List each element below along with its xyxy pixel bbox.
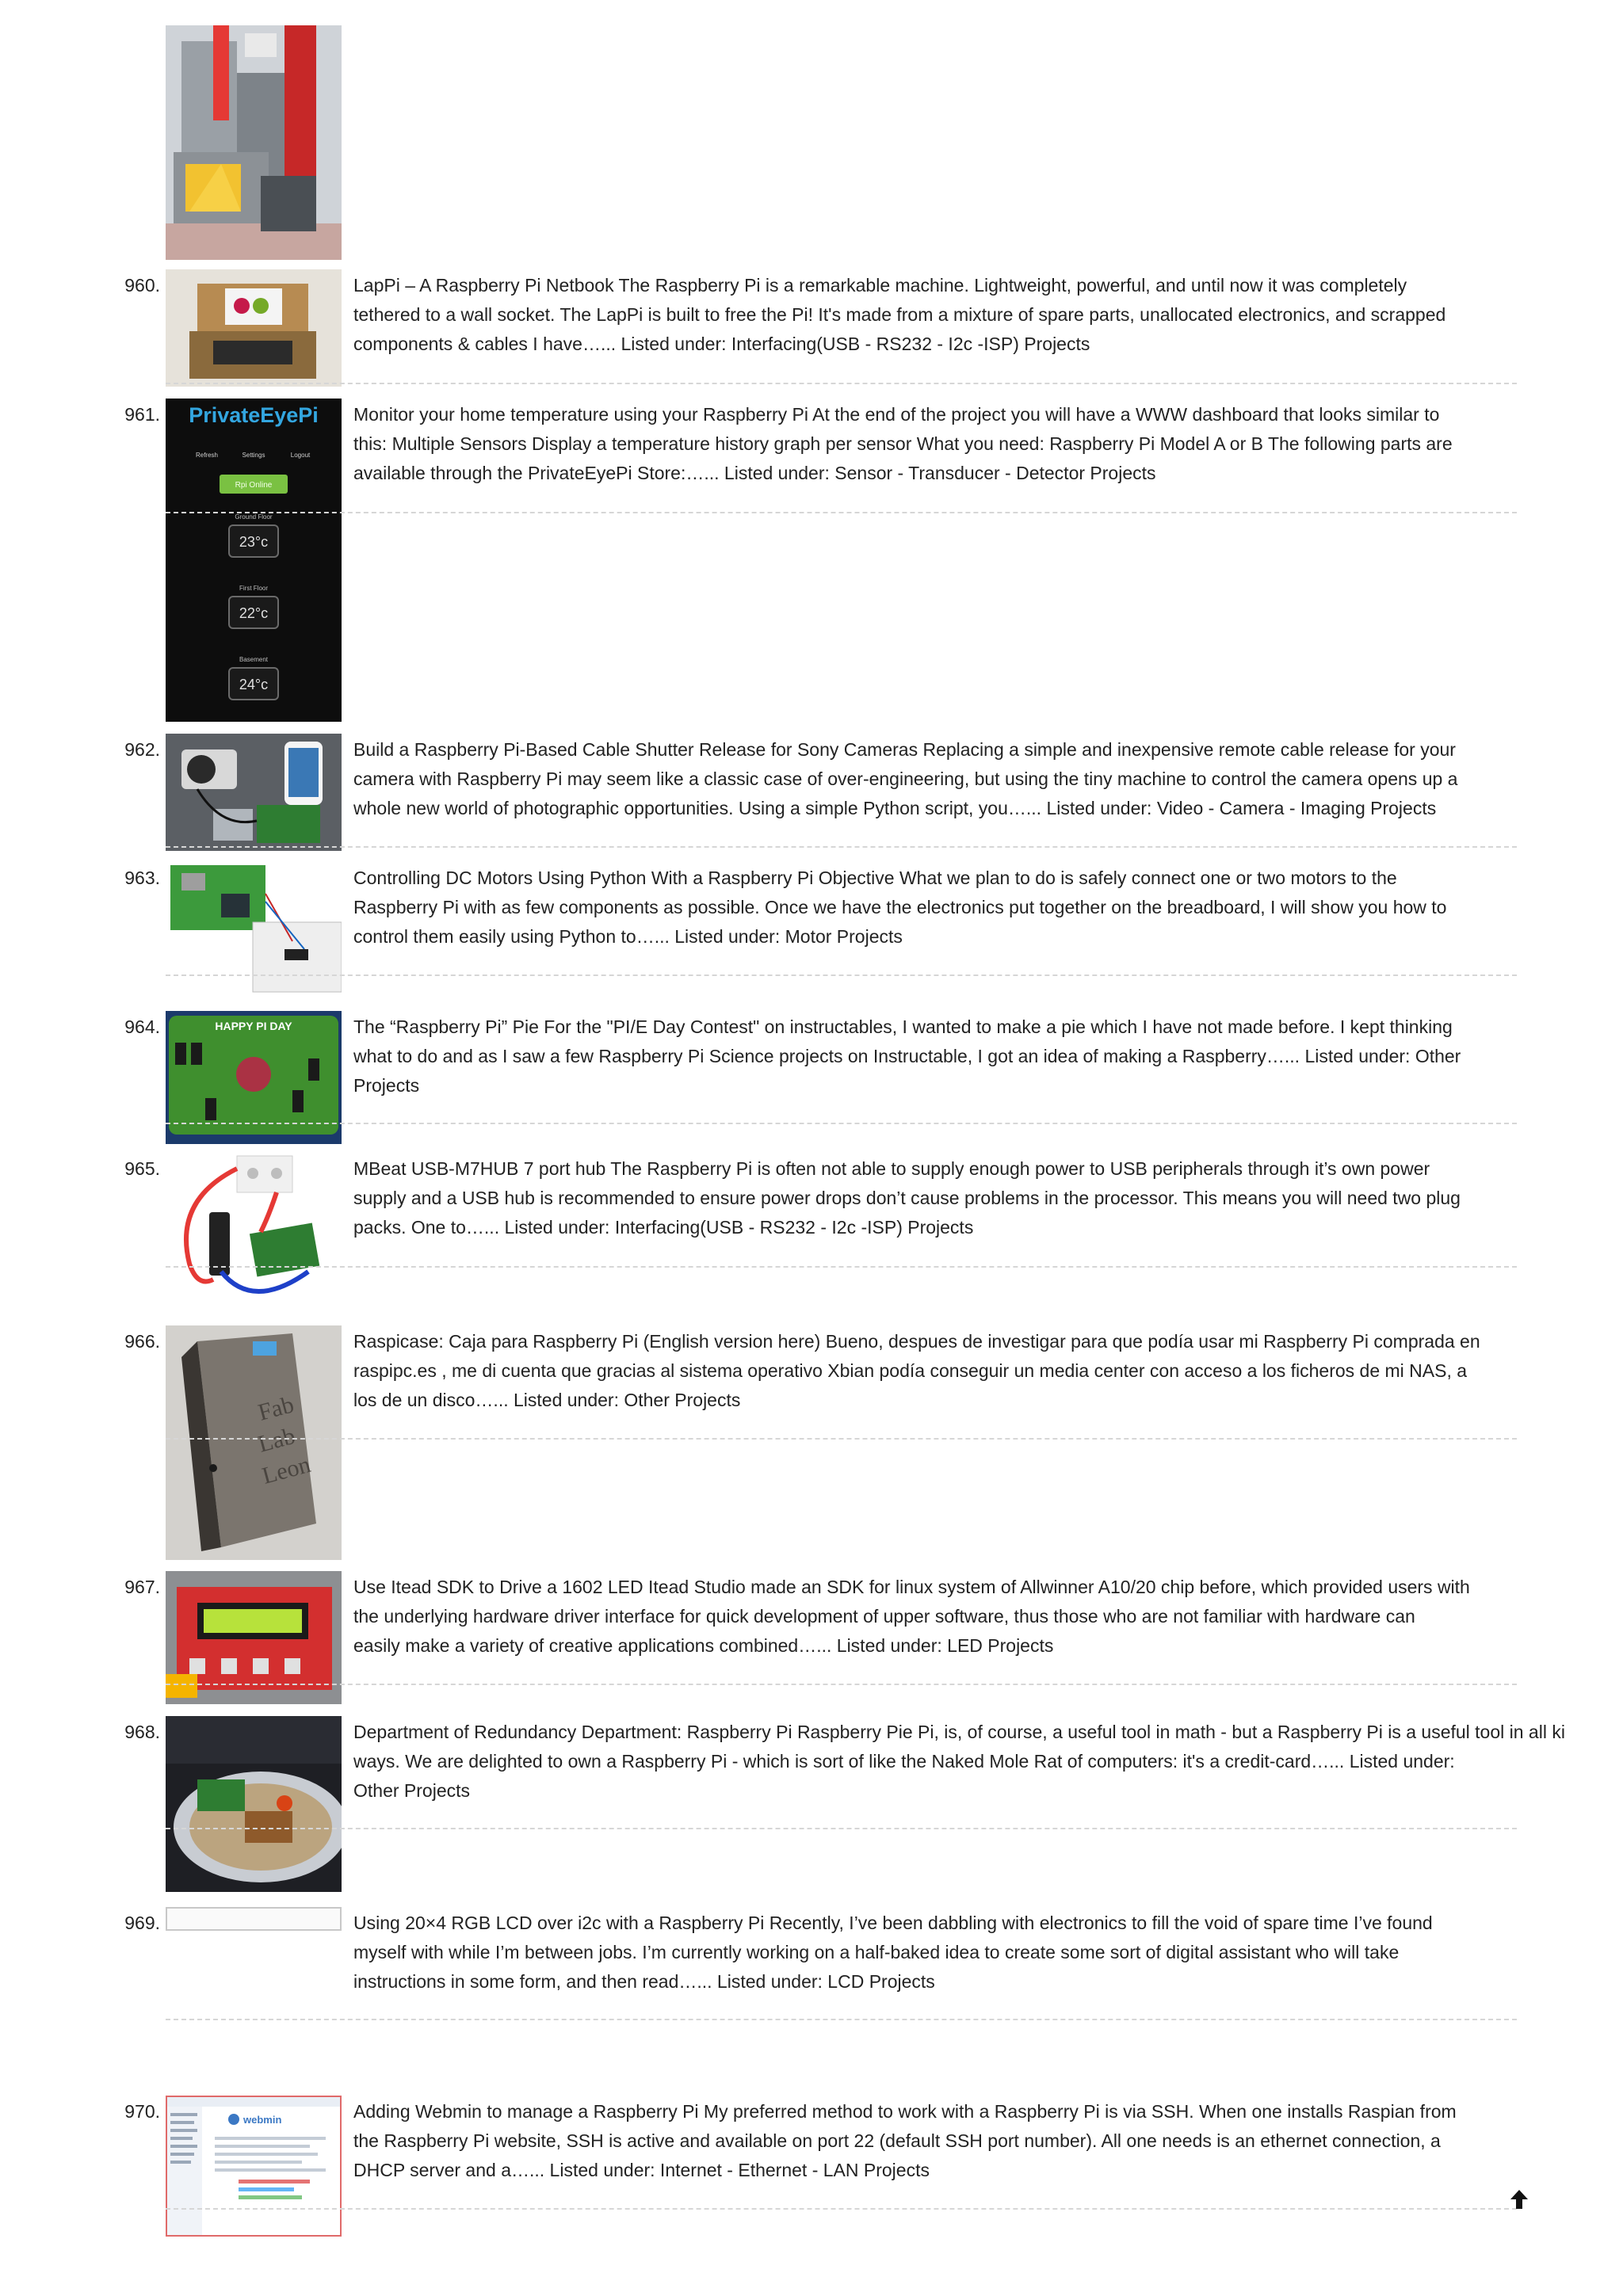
description-line: Raspberry Pi with as few components as possible. Once we have the electronics put together on the breadboard, I will show you how to	[353, 897, 1447, 917]
description-line: Department of Redundancy Department: Raspberry Pi Raspberry Pie Pi, is, of course, a useful tool in math - but a Raspberry Pi is a useful tool in all ki	[353, 1722, 1565, 1742]
description-line: this: Multiple Sensors Display a temperature history graph per sensor What you need: Raspberry Pi Model A or B The following parts are	[353, 433, 1453, 454]
broken-image-icon[interactable]	[166, 1907, 342, 1931]
entry-number: 969.	[124, 1913, 160, 1933]
entry-number: 963.	[124, 868, 160, 888]
description-line: Adding Webmin to manage a Raspberry Pi My preferred method to work with a Raspberry Pi is via SSH. When one installs Raspian from	[353, 2101, 1457, 2122]
description-line: MBeat USB-M7HUB 7 port hub The Raspberry Pi is often not able to supply enough power to USB peripherals through it’s own power	[353, 1158, 1430, 1179]
description-line: the underlying hardware driver interface for quick development of upper software, thus those who are not familiar with hardware can	[353, 1606, 1415, 1627]
svg-text:Lab: Lab	[255, 1422, 298, 1458]
description-line: ways. We are delighted to own a Raspberry Pi - which is sort of like the Naked Mole Rat of computers: it's a credit-card…... Listed under:	[353, 1751, 1455, 1772]
entry-number: 960.	[124, 275, 160, 296]
divider	[166, 1828, 1517, 1829]
description-line: Use Itead SDK to Drive a 1602 LED Itead Studio made an SDK for linux system of Allwinner A10/20 chip before, which provided users with	[353, 1577, 1470, 1597]
entry-description[interactable]	[353, 271, 1510, 359]
description-line: supply and a USB hub is recommended to ensure power drops don’t cause problems in the processor. This means you will need two plug	[353, 1188, 1461, 1208]
description-line: raspipc.es , me di cuenta que gracias al sistema operativo Xbian podía conseguir un media center con acceso a los ficheros de mi NAS, a	[353, 1360, 1468, 1381]
entry-description[interactable]	[353, 1327, 1510, 1415]
description-line: available through the PrivateEyePi Store:…... Listed under: Sensor - Transducer - Detector Projects	[353, 463, 1156, 483]
entry-number: 968.	[124, 1722, 160, 1742]
description-line: what to do and as I saw a few Raspberry Pi Science projects on Instructable, I got an idea of making a Raspberry…... Listed under: Other	[353, 1046, 1461, 1066]
divider	[166, 1123, 1517, 1124]
svg-text:Refresh: Refresh	[195, 452, 219, 459]
description-line: control them easily using Python to…... Listed under: Motor Projects	[353, 926, 903, 947]
description-line: Controlling DC Motors Using Python With a Raspberry Pi Objective What we plan to do is safely connect one or two motors to the	[353, 868, 1397, 888]
entry-description[interactable]	[353, 2097, 1510, 2185]
thumb-brand: webmin	[243, 2114, 282, 2126]
divider	[166, 974, 1517, 976]
entry-number: 966.	[124, 1331, 160, 1352]
svg-text:Rpi Online: Rpi Online	[235, 481, 273, 490]
svg-text:Fab: Fab	[255, 1391, 297, 1426]
entry-number: 970.	[124, 2101, 160, 2122]
svg-text:24°c: 24°c	[239, 677, 269, 692]
svg-text:First Floor: First Floor	[239, 585, 268, 592]
entry-description[interactable]	[353, 1013, 1510, 1100]
divider	[166, 1684, 1517, 1685]
entry-number: 962.	[124, 739, 160, 760]
description-line: instructions in some form, and then read…... Listed under: LCD Projects	[353, 1971, 935, 1992]
description-line: Build a Raspberry Pi-Based Cable Shutter Release for Sony Cameras Replacing a simple and inexpensive remote cable release for your	[353, 739, 1456, 760]
entry-description[interactable]	[353, 1909, 1510, 1997]
entry-description[interactable]	[353, 735, 1510, 823]
redundancy-pie-thumbnail[interactable]	[166, 1716, 342, 1892]
divider	[166, 2208, 1517, 2210]
entry-number: 965.	[124, 1158, 160, 1179]
entry-description[interactable]	[353, 1573, 1510, 1661]
description-line: myself with while I’m between jobs. I’m currently working on a half-baked idea to create some sort of digital assistant who will take	[353, 1942, 1400, 1962]
description-line: camera with Raspberry Pi may seem like a classic case of over-engineering, but using the tiny machine to control the camera opens up a	[353, 769, 1458, 789]
privateeyepi-thumbnail[interactable]	[166, 399, 342, 722]
description-line: DHCP server and a…... Listed under: Internet - Ethernet - LAN Projects	[353, 2160, 930, 2180]
divider	[166, 846, 1517, 848]
divider	[166, 512, 1517, 513]
lappi-thumbnail[interactable]	[166, 269, 342, 387]
divider	[166, 1438, 1517, 1440]
svg-text:23°c: 23°c	[239, 534, 269, 550]
entry-description[interactable]	[353, 400, 1510, 488]
description-line: easily make a variety of creative applications combined…... Listed under: LED Projects	[353, 1635, 1054, 1656]
entry-number: 961.	[124, 404, 160, 425]
description-line: packs. One to…... Listed under: Interfacing(USB - RS232 - I2c -ISP) Projects	[353, 1217, 974, 1238]
svg-text:Ground Floor: Ground Floor	[235, 513, 273, 521]
description-line: Monitor your home temperature using your Raspberry Pi At the end of the project you will have a WWW dashboard that looks similar to	[353, 404, 1440, 425]
description-line: los de un disco…... Listed under: Other Projects	[353, 1390, 741, 1410]
arrow-up-icon[interactable]	[1510, 2188, 1529, 2210]
entry-description[interactable]	[353, 864, 1510, 952]
description-line: Other Projects	[353, 1780, 470, 1801]
divider	[166, 383, 1517, 384]
svg-text:Logout: Logout	[290, 452, 311, 459]
lego-thumbnail[interactable]	[166, 25, 342, 260]
usb-hub-thumbnail[interactable]	[166, 1153, 342, 1310]
description-line: whole new world of photographic opportunities. Using a simple Python script, you…... Listed under: Video - Camera - Imaging Projects	[353, 798, 1437, 818]
thumb-caption: HAPPY PI DAY	[215, 1020, 292, 1032]
entry-description[interactable]	[353, 1154, 1510, 1242]
entry-description[interactable]	[353, 1718, 1565, 1806]
description-line: the Raspberry Pi website, SSH is active and available on port 22 (default SSH port number). All one needs is an ethernet connection, a	[353, 2130, 1441, 2151]
svg-text:Basement: Basement	[239, 656, 269, 663]
entry-number: 964.	[124, 1016, 160, 1037]
svg-text:22°c: 22°c	[239, 605, 269, 621]
divider	[166, 1266, 1517, 1268]
dc-motor-thumbnail[interactable]	[166, 862, 342, 998]
description-line: tethered to a wall socket. The LapPi is built to free the Pi! It's made from a mixture of spare parts, unallocated electronics, and scrapped	[353, 304, 1446, 325]
thumb-title: PrivateEyePi	[189, 403, 319, 427]
description-line: components & cables I have…... Listed under: Interfacing(USB - RS232 - I2c -ISP) Projects	[353, 334, 1090, 354]
webmin-thumbnail[interactable]	[166, 2096, 342, 2237]
divider	[166, 2019, 1517, 2020]
description-line: Projects	[353, 1075, 420, 1096]
description-line: The “Raspberry Pi” Pie For the "PI/E Day Contest" on instructables, I wanted to make a pie which I have not made before. I kept thinking	[353, 1016, 1453, 1037]
entry-number: 967.	[124, 1577, 160, 1597]
description-line: Using 20×4 RGB LCD over i2c with a Raspberry Pi Recently, I’ve been dabbling with electronics to fill the void of spare time I’ve found	[353, 1913, 1433, 1933]
raspicase-thumbnail[interactable]	[166, 1325, 342, 1560]
camera-shutter-thumbnail[interactable]	[166, 734, 342, 851]
description-line: LapPi – A Raspberry Pi Netbook The Raspberry Pi is a remarkable machine. Lightweight, powerful, and until now it was completely	[353, 275, 1407, 296]
svg-text:Settings: Settings	[242, 452, 265, 459]
svg-text:Leon: Leon	[259, 1451, 314, 1489]
description-line: Raspicase: Caja para Raspberry Pi (English version here) Bueno, despues de investigar para que podía usar mi Raspberry Pi comprada en	[353, 1331, 1480, 1352]
